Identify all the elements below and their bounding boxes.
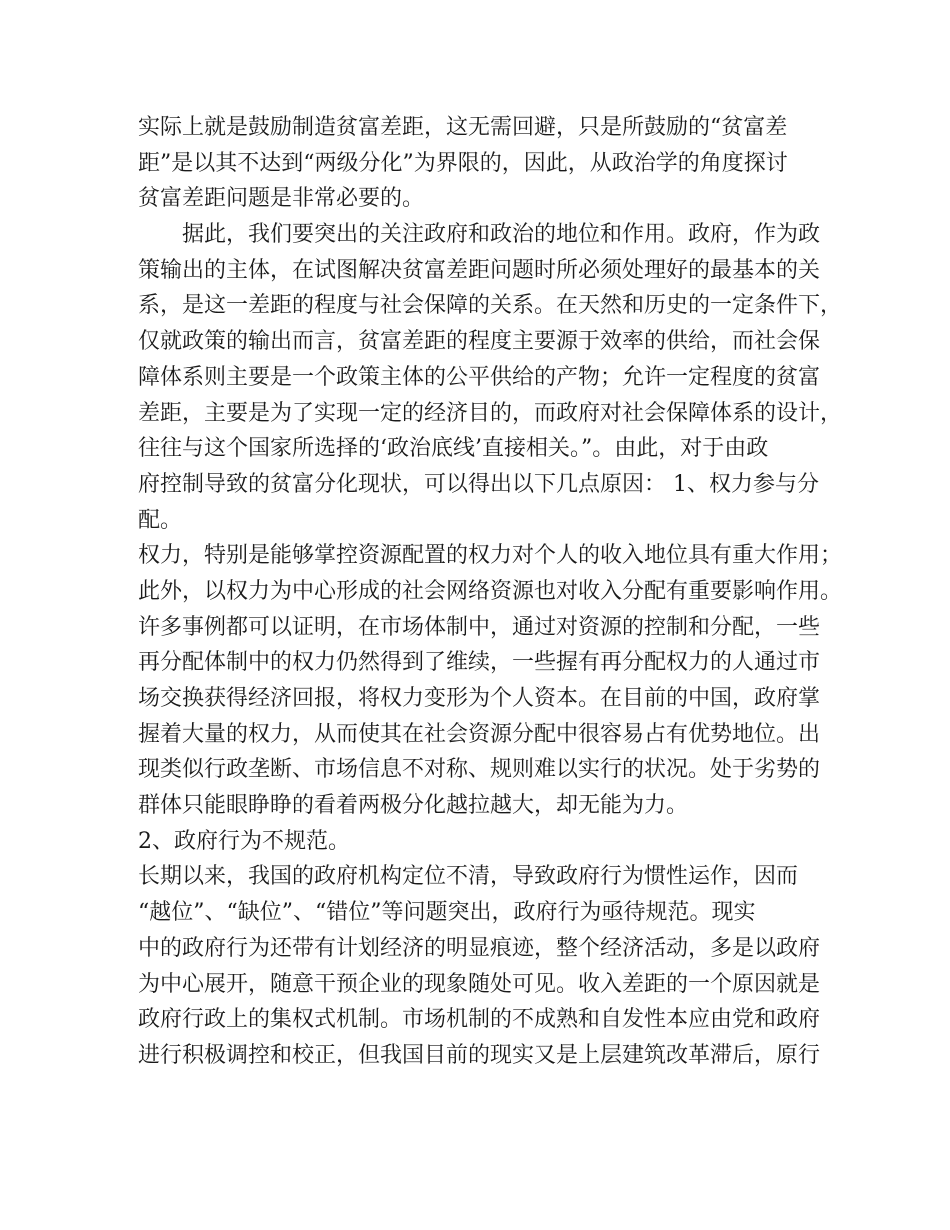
- text-line: 群体只能眼睁睁的看着两极分化越拉越大，却无能为力。: [138, 793, 689, 819]
- text-line: “越位”、“缺位”、“错位”等问题突出，政府行为亟待规范。现实: [138, 900, 756, 926]
- text-line: 场交换获得经济回报，将权力变形为个人资本。在目前的中国，政府掌: [138, 686, 821, 711]
- text-line: 2、政府行为不规范。: [138, 828, 350, 854]
- text-line: 据此，我们要突出的关注政府和政治的地位和作用。政府，作为政: [138, 222, 821, 248]
- text-line: 配。: [138, 507, 183, 533]
- text-line: 政府行政上的集权式机制。市场机制的不成熟和自发性本应由党和政府: [138, 1007, 821, 1033]
- text-line: 为中心展开，随意干预企业的现象随处可见。收入差距的一个原因就是: [138, 971, 821, 997]
- text-line: 往往与这个国家所选择的‘政治底线’直接相关。”。由此，对于由政: [138, 436, 769, 462]
- text-line: 进行积极调控和校正，但我国目前的现实又是上层建筑改革滞后，原行: [138, 1042, 821, 1068]
- text-line: 中的政府行为还带有计划经济的明显痕迹，整个经济活动，多是以政府: [138, 935, 821, 961]
- text-line: 府控制导致的贫富分化现状，可以得出以下几点原因： 1、权力参与分: [138, 471, 819, 497]
- text-line: 障体系则主要是一个政策主体的公平供给的产物；允许一定程度的贫富: [138, 364, 821, 390]
- text-line: 权力，特别是能够掌控资源配置的权力对个人的收入地位具有重大作用；: [138, 543, 843, 569]
- text-line: 仅就政策的输出而言，贫富差距的程度主要源于效率的供给，而社会保: [138, 329, 821, 355]
- text-line: 长期以来，我国的政府机构定位不清，导致政府行为惯性运作，因而: [138, 864, 799, 890]
- text-line: 系，是这一差距的程度与社会保障的关系。在天然和历史的一定条件下，: [138, 293, 843, 319]
- text-line: 握着大量的权力，从而使其在社会资源分配中很容易占有优势地位。出: [138, 721, 821, 747]
- text-line: 此外，以权力为中心形成的社会网络资源也对收入分配有重要影响作用。: [138, 578, 843, 604]
- text-line: 贫富差距问题是非常必要的。: [138, 186, 425, 212]
- text-line: 差距，主要是为了实现一定的经济目的，而政府对社会保障体系的设计，: [138, 400, 843, 426]
- text-line: 再分配体制中的权力仍然得到了维续，一些握有再分配权力的人通过市: [138, 650, 821, 676]
- text-line: 距”是以其不达到“两级分化”为界限的，因此，从政治学的角度探讨: [138, 150, 788, 176]
- text-line: 实际上就是鼓励制造贫富差距，这无需回避，只是所鼓励的“贫富差: [138, 115, 788, 140]
- text-line: 许多事例都可以证明，在市场体制中，通过对资源的控制和分配，一些: [138, 614, 821, 640]
- text-line: 现类似行政垄断、市场信息不对称、规则难以实行的状况。处于劣势的: [138, 757, 821, 783]
- body-text: [138, 110, 843, 1074]
- text-line: 策输出的主体，在试图解决贫富差距问题时所必须处理好的最基本的关: [138, 257, 821, 283]
